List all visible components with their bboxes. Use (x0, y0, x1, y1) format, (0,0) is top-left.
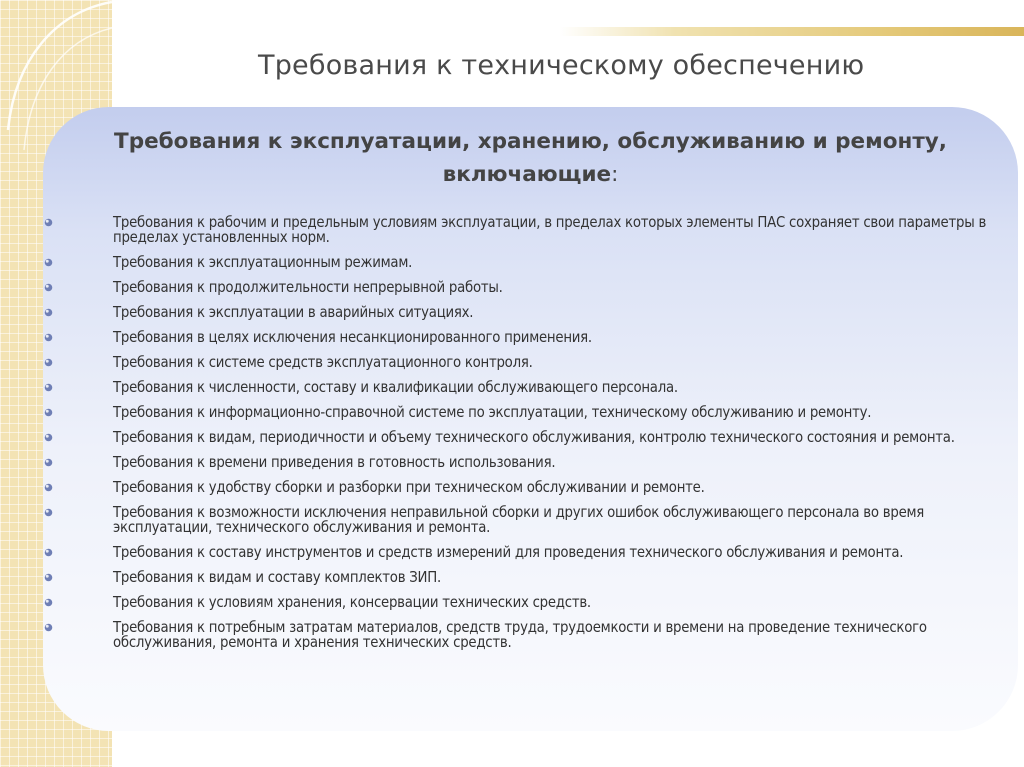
bullet-icon (44, 623, 53, 632)
requirements-list (40, 215, 1000, 660)
requirement-text: Требования к эксплуатационным режимам. (113, 254, 413, 271)
list-item (40, 595, 1000, 610)
requirement-text: Требования к численности, составу и квалификации обслуживающего персонала. (113, 379, 678, 396)
requirement-text: Требования к видам и составу комплектов ЗИП. (113, 569, 441, 586)
bullet-icon (44, 308, 53, 317)
requirement-text: Требования к удобству сборки и разборки при техническом обслуживании и ремонте. (113, 479, 705, 496)
requirement-text: Требования в целях исключения несанкционированного применения. (113, 329, 592, 346)
bullet-icon (44, 408, 53, 417)
list-item (40, 305, 1000, 320)
bullet-icon (44, 283, 53, 292)
list-item (40, 545, 1000, 560)
decorative-top-line (560, 27, 1024, 36)
bullet-icon (44, 573, 53, 582)
bullet-icon (44, 598, 53, 607)
requirement-text: Требования к системе средств эксплуатационного контроля. (113, 354, 533, 371)
list-item (40, 405, 1000, 420)
bullet-icon (44, 333, 53, 342)
bullet-icon (44, 358, 53, 367)
panel-heading (43, 125, 1018, 191)
bullet-icon (44, 548, 53, 557)
requirement-text: Требования к составу инструментов и средств измерений для проведения технического обслуживания и ремонта. (113, 544, 904, 561)
list-item (40, 355, 1000, 370)
list-item (40, 570, 1000, 585)
list-item (40, 380, 1000, 395)
requirement-text: Требования к эксплуатации в аварийных ситуациях. (113, 304, 474, 321)
list-item (40, 505, 1000, 535)
list-item (40, 215, 1000, 245)
list-item (40, 620, 1000, 650)
requirement-text: Требования к продолжительности непрерывной работы. (113, 279, 503, 296)
bullet-icon (44, 458, 53, 467)
list-item (40, 280, 1000, 295)
list-item (40, 455, 1000, 470)
list-item (40, 330, 1000, 345)
requirement-text: Требования к времени приведения в готовность использования. (113, 454, 556, 471)
panel-heading-colon: : (611, 162, 619, 187)
panel-heading-line2 (43, 158, 1018, 191)
requirement-text: Требования к видам, периодичности и объему технического обслуживания, контролю технического состояния и ремонта. (113, 429, 955, 446)
panel-heading-line2-text: включающие (442, 162, 612, 187)
bullet-icon (44, 483, 53, 492)
bullet-icon (44, 258, 53, 267)
list-item (40, 430, 1000, 445)
bullet-icon (44, 508, 53, 517)
requirement-text: Требования к рабочим и предельным условиям эксплуатации, в пределах которых элементы ПАС сохраняет свои параметры в пределах установленных норм. (113, 214, 987, 246)
bullet-icon (44, 383, 53, 392)
slide-title: Требования к техническому обеспечению (258, 50, 865, 81)
bullet-icon (44, 218, 53, 227)
requirement-text: Требования к информационно-справочной системе по эксплуатации, техническому обслуживанию и ремонту. (113, 404, 872, 421)
requirement-text: Требования к условиям хранения, консервации технических средств. (113, 594, 591, 611)
list-item (40, 255, 1000, 270)
bullet-icon (44, 433, 53, 442)
requirement-text: Требования к потребным затратам материалов, средств труда, трудоемкости и времени на проведение технического обслуживания, ремонта и хранения технических средств. (113, 619, 927, 651)
requirement-text: Требования к возможности исключения неправильной сборки и других ошибок обслуживающего персонала во время эксплуатации, технического обслуживания и ремонта. (113, 504, 925, 536)
list-item (40, 480, 1000, 495)
panel-heading-line1: Требования к эксплуатации, хранению, обслуживанию и ремонту, (114, 129, 947, 154)
